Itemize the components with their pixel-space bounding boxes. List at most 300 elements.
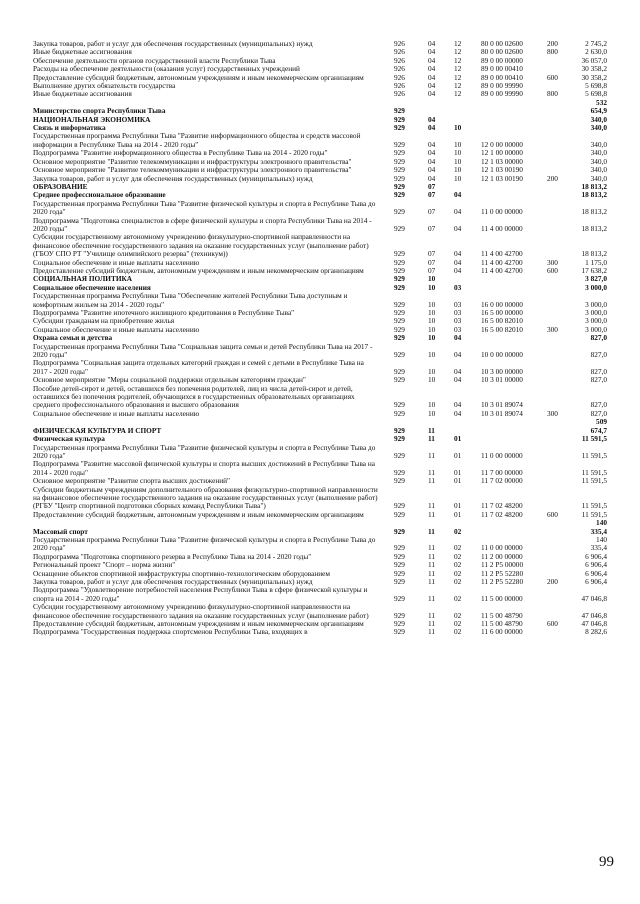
row-amount: 18 813,2 (581, 249, 607, 259)
row-name: Государственная программа Республики Тыва "Развитие физической культуры и спорта в Республике Тыва до 2020 года" (33, 534, 376, 553)
row-section-code: 04 (428, 47, 436, 57)
row-amount: 11 591,5 (581, 467, 607, 477)
row-name: Государственная программа Республики Тыва "Развитие физической культуры и спорта в Республике Тыва до 2020 года" (33, 442, 376, 460)
row-subsection-code: 03 (454, 308, 462, 317)
row-section-code: 11 (428, 619, 436, 629)
row-expense-type: 300 (547, 408, 558, 418)
row-name: Предоставление субсидий бюджетным, автономным учреждениям и иным некоммерческим организациям (33, 509, 364, 519)
row-expense-type (547, 292, 581, 309)
row-target-article (481, 99, 547, 116)
table-row (33, 326, 607, 334)
row-section-code: 04 (428, 165, 436, 175)
row-target-article: 11 7 02 00000 (481, 476, 523, 486)
row-ministry-code: 929 (394, 509, 405, 519)
table-row (33, 536, 607, 553)
row-target-article (481, 334, 547, 342)
row-expense-type (547, 200, 581, 217)
row-name: Закупка товаров, работ и услуг для обеспечения государственных (муниципальных) нужд (33, 39, 313, 48)
row-target-article: 11 2 00 00000 (481, 551, 523, 561)
row-amount: 340,0 (590, 148, 607, 158)
row-amount: 340,0 (590, 114, 607, 124)
row-expense-type (547, 385, 581, 410)
row-expense-type (547, 183, 581, 191)
row-section-code: 11 (428, 568, 436, 578)
row-name: Иные бюджетные ассигнования (33, 89, 132, 99)
table-row-heading (33, 519, 607, 536)
row-amount: 18 813,2 (581, 181, 607, 191)
row-target-article: 89 0 00 00410 (481, 64, 523, 74)
row-ministry-code: 929 (394, 324, 405, 334)
row-target-article: 11 0 00 00000 (481, 450, 523, 460)
row-amount: 11 591,5 (581, 434, 607, 444)
row-section-code: 10 (428, 400, 436, 410)
row-target-article: 11 4 00 42700 (481, 265, 523, 275)
row-amount: 3 000,0 (585, 308, 607, 317)
row-name: Подпрограмма "Социальная защита отдельных категорий граждан и семей с детьми в Республике Тыва на 2017 - 2020 годы" (33, 358, 364, 376)
row-subsection-code: 01 (454, 501, 462, 511)
row-target-article: 16 5 00 82010 (481, 324, 523, 334)
row-target-article: 10 3 00 00000 (481, 366, 523, 376)
row-name: Подпрограмма "Подготовка специалистов в сфере физической культуры и спорта Республики Тыва на 2014 - 2020 годы" (33, 215, 372, 233)
row-name: Подпрограмма "Развитие массовой физической культуры и спорта высших достижений в Республике Тыва на 2014 - 2020 годы" (33, 459, 375, 477)
row-subsection-code: 02 (454, 627, 462, 637)
row-section-code: 04 (428, 64, 436, 74)
row-expense-type: 800 (547, 89, 558, 99)
row-name: Среднее профессиональное образование (33, 190, 166, 200)
row-ministry-code: 929 (394, 560, 405, 570)
row-name: Основное мероприятие "Развитие спорта высших достижений" (33, 476, 231, 486)
row-subsection-code: 04 (454, 223, 462, 233)
row-name: Социальное обеспечение населения (33, 282, 151, 292)
row-amount: 3 827,0 (585, 274, 607, 284)
row-section-code: 11 (428, 467, 436, 477)
row-target-article: 16 0 00 00000 (481, 299, 523, 309)
row-amount: 18 813,2 (581, 223, 607, 233)
row-subsection-code: 04 (454, 366, 462, 376)
row-name: Охрана семьи и детства (33, 333, 113, 343)
row-section-code: 10 (428, 324, 436, 334)
table-row (33, 343, 607, 360)
row-ministry-code: 926 (394, 72, 405, 82)
row-target-article: 89 0 00 99990 (481, 81, 523, 91)
row-ministry-code: 929 (394, 299, 405, 309)
row-expense-type (547, 57, 581, 65)
row-amount: 47 046,8 (581, 610, 607, 620)
table-row (33, 444, 607, 461)
row-section-code: 07 (428, 223, 436, 233)
row-target-article: 89 0 00 99990 (481, 89, 523, 99)
row-ministry-code: 929 (394, 190, 405, 200)
row-amount: 340,0 (590, 156, 607, 166)
row-subsection-code: 12 (454, 39, 462, 48)
row-expense-type: 200 (547, 577, 558, 586)
row-amount: 30 358,2 (581, 72, 607, 82)
row-ministry-code: 929 (394, 434, 405, 444)
row-ministry-code: 929 (394, 627, 405, 637)
row-name: Обеспечение деятельности органов государственной власти Республики Тыва (33, 55, 276, 65)
row-ministry-code: 929 (394, 450, 405, 460)
row-ministry-code: 929 (394, 375, 405, 385)
row-subsection-code: 04 (454, 265, 462, 275)
row-amount: 340,0 (590, 173, 607, 183)
row-amount: 340,0 (590, 123, 607, 133)
row-target-article: 11 6 00 00000 (481, 627, 523, 637)
row-section-code: 04 (428, 173, 436, 183)
row-expense-type (547, 158, 581, 166)
row-target-article (481, 124, 547, 132)
row-name: Физическая культура (33, 434, 105, 444)
row-amount: 5 698,8 (585, 81, 607, 91)
row-name: Субсидии государственному автономному учреждению физкультурно-спортивной направленности на финансовое обеспечение государственного задания на оказание государственных услуг (выполнение работ) (ГБОУ СПО РТ "Училище олимпийского резерва" (техникум)) (33, 232, 369, 259)
row-target-article: 10 3 01 89074 (481, 408, 523, 418)
row-ministry-code: 926 (394, 89, 405, 99)
row-name: Предоставление субсидий бюджетным, автономным учреждениям и иным некоммерческим организациям (33, 72, 364, 82)
row-ministry-code: 929 (394, 333, 405, 343)
row-name: Подпрограмма "Развитие информационного общества в Республике Тыва на 2014 - 2020 годы" (33, 148, 328, 158)
row-amount: 2 630,0 (585, 47, 607, 57)
row-ministry-code: 929 (394, 425, 405, 435)
row-section-code: 11 (428, 577, 436, 586)
row-name: Связь и информатика (33, 123, 106, 133)
row-expense-type (547, 191, 581, 199)
row-subsection-code: 03 (454, 299, 462, 309)
row-name: Министерство спорта Республики Тыва (33, 106, 166, 116)
row-expense-type: 600 (547, 72, 558, 82)
table-row (33, 603, 607, 620)
row-expense-type (547, 536, 581, 553)
row-section-code: 07 (428, 257, 436, 267)
row-subsection-code: 10 (454, 173, 462, 183)
row-subsection-code: 12 (454, 64, 462, 74)
row-name: Иные бюджетные ассигнования (33, 47, 132, 57)
row-subsection-code: 12 (454, 55, 462, 65)
row-target-article (481, 519, 547, 536)
row-ministry-code: 929 (394, 123, 405, 133)
row-name: Предоставление субсидий бюджетным, автономным учреждениям и иным некоммерческим организациям (33, 265, 364, 275)
row-target-article: 89 0 00 00000 (481, 55, 523, 65)
row-subsection-code (454, 99, 481, 116)
table-row (33, 217, 607, 234)
row-ministry-code: 929 (394, 173, 405, 183)
row-expense-type (547, 586, 581, 603)
row-section-code: 07 (428, 181, 436, 191)
row-expense-type (547, 233, 581, 258)
row-ministry-code: 929 (394, 501, 405, 511)
row-name: Субсидии государственному автономному учреждению физкультурно-спортивной направленности на финансовое обеспечение государственного задания на оказание государственных услуг (выполнение работ) (33, 602, 369, 620)
row-section-code: 11 (428, 501, 436, 511)
row-amount: 140 335,4 (590, 518, 607, 536)
row-ministry-code: 929 (394, 619, 405, 629)
row-amount: 11 591,5 (581, 501, 607, 511)
row-section-code: 04 (428, 81, 436, 91)
row-amount: 827,0 (590, 366, 607, 376)
row-name: СОЦИАЛЬНАЯ ПОЛИТИКА (33, 274, 133, 284)
row-target-article: 16 5 00 00000 (481, 308, 523, 317)
row-amount: 340,0 (590, 139, 607, 149)
row-name: Подпрограмма "Развитие ипотечного жилищного кредитования в Республике Тыва" (33, 308, 295, 317)
row-amount: 1 175,0 (585, 257, 607, 267)
row-name: Социальное обеспечение и иные выплаты населению (33, 408, 200, 418)
row-ministry-code: 929 (394, 366, 405, 376)
row-section-code: 11 (428, 434, 435, 444)
row-expense-type (547, 275, 581, 283)
row-section-code: 04 (428, 89, 436, 99)
row-target-article: 89 0 00 00410 (481, 72, 523, 82)
row-expense-type (547, 477, 581, 485)
row-subsection-code: 10 (454, 148, 462, 158)
row-ministry-code: 929 (394, 350, 405, 360)
row-subsection-code: 03 (454, 324, 462, 334)
row-subsection-code: 03 (454, 316, 462, 326)
row-ministry-code: 929 (394, 593, 405, 603)
table-row (33, 460, 607, 477)
row-amount: 11 591,5 (581, 450, 607, 460)
row-ministry-code: 929 (394, 577, 405, 586)
row-amount: 6 906,4 (585, 560, 607, 570)
row-expense-type (547, 99, 581, 116)
row-ministry-code: 929 (394, 274, 405, 284)
row-expense-type (547, 603, 581, 620)
row-target-article: 12 1 00 00000 (481, 148, 523, 158)
table-row (33, 233, 607, 258)
row-section-code: 04 (428, 55, 436, 65)
budget-table-page (33, 40, 607, 637)
budget-table (33, 40, 607, 637)
row-ministry-code: 929 (394, 156, 405, 166)
row-ministry-code: 929 (394, 207, 405, 217)
row-target-article: 11 7 02 48200 (481, 501, 523, 511)
row-subsection-code: 02 (454, 568, 462, 578)
row-subsection-code: 02 (454, 551, 462, 561)
row-amount: 6 906,4 (585, 551, 607, 561)
row-expense-type: 800 (547, 47, 558, 57)
row-expense-type (547, 460, 581, 477)
row-target-article: 11 7 02 48200 (481, 509, 523, 519)
row-name: Подпрограмма "Подготовка спортивного резерва в Республике Тыва на 2014 - 2020 годы" (33, 551, 312, 561)
row-subsection-code: 12 (454, 89, 462, 99)
row-expense-type (547, 124, 581, 132)
page-number: 99 (599, 854, 614, 870)
row-expense-type (547, 217, 581, 234)
table-row (33, 628, 607, 636)
row-target-article: 10 3 01 00000 (481, 375, 523, 385)
row-expense-type: 300 (547, 324, 558, 334)
row-target-article: 11 2 P5 00000 (481, 560, 524, 570)
row-target-article (481, 435, 547, 443)
row-section-code: 11 (428, 627, 436, 637)
row-subsection-code: 01 (454, 434, 462, 444)
row-amount: 17 638,2 (581, 265, 607, 275)
row-name: Социальное обеспечение и иные выплаты населению (33, 257, 200, 267)
row-amount: 6 906,4 (585, 577, 607, 586)
row-target-article: 11 5 00 48790 (481, 610, 523, 620)
row-amount: 3 000,0 (585, 299, 607, 309)
row-name: Расходы на обеспечение деятельности (оказания услуг) государственных учреждений (33, 64, 300, 74)
row-name: Закупка товаров, работ и услуг для обеспечения государственных (муниципальных) нужд (33, 173, 313, 183)
row-section-code: 04 (428, 156, 436, 166)
row-ministry-code: 926 (394, 39, 405, 48)
row-name: Региональный проект "Спорт – норма жизни" (33, 560, 176, 570)
row-amount: 3 000,0 (585, 316, 607, 326)
row-amount: 8 282,6 (585, 627, 607, 637)
row-subsection-code: 04 (454, 249, 462, 259)
row-ministry-code: 929 (394, 148, 405, 158)
row-section-code: 11 (428, 425, 435, 435)
row-amount: 6 906,4 (585, 568, 607, 578)
row-target-article (481, 284, 547, 292)
row-ministry-code: 929 (394, 139, 405, 149)
row-section-code: 10 (428, 366, 436, 376)
row-amount: 47 046,8 (581, 593, 607, 603)
row-ministry-code: 929 (394, 543, 405, 553)
row-expense-type (547, 284, 581, 292)
row-subsection-code: 12 (454, 81, 462, 91)
row-subsection-code: 02 (454, 593, 462, 603)
row-amount: 509 674,7 (590, 417, 607, 435)
row-target-article: 80 0 00 02600 (481, 47, 523, 57)
row-section-code: 10 (428, 333, 436, 343)
row-section-code: 10 (428, 308, 436, 317)
row-amount: 11 591,5 (581, 476, 607, 486)
row-name: Основное мероприятие "Меры социальной поддержки отдельным категориям граждан" (33, 375, 306, 385)
row-section-code: 10 (428, 375, 436, 385)
row-section-code: 11 (428, 526, 435, 536)
row-subsection-code: 04 (454, 257, 462, 267)
row-amount: 3 000,0 (585, 324, 607, 334)
row-expense-type (547, 132, 581, 149)
row-amount: 5 698,8 (585, 89, 607, 99)
row-subsection-code: 04 (454, 333, 462, 343)
row-name: Государственная программа Республики Тыва "Развитие физической культуры и спорта в Республике Тыва до 2020 года" (33, 198, 376, 217)
row-expense-type: 200 (547, 39, 558, 48)
row-name: Подпрограмма "Удовлетворение потребностей населения Республики Тыва в сфере физической культуры и спорта на 2014 - 2020 годы" (33, 585, 368, 603)
row-ministry-code: 926 (394, 81, 405, 91)
row-expense-type (547, 334, 581, 342)
row-target-article: 11 7 00 00000 (481, 467, 523, 477)
row-ministry-code: 929 (394, 249, 405, 259)
row-expense-type (547, 343, 581, 360)
row-expense-type (547, 486, 581, 511)
row-subsection-code: 02 (454, 619, 462, 629)
row-section-code: 07 (428, 207, 436, 217)
row-ministry-code: 929 (394, 257, 405, 267)
row-target-article: 12 1 03 00000 (481, 156, 523, 166)
row-expense-type (547, 359, 581, 376)
row-name: НАЦИОНАЛЬНАЯ ЭКОНОМИКА (33, 114, 151, 124)
row-section-code: 11 (428, 450, 436, 460)
row-amount: 827,0 (590, 333, 607, 343)
table-row (33, 410, 607, 418)
row-name: Государственная программа Республики Тыва "Развитие информационного общества и средств массовой информации в Республике Тыва на 2014 - 2020 годы" (33, 131, 361, 149)
row-subsection-code: 02 (454, 560, 462, 570)
row-target-article (481, 191, 547, 199)
row-target-article (481, 116, 547, 124)
row-section-code: 04 (428, 123, 436, 133)
row-target-article: 11 2 P5 52280 (481, 568, 524, 578)
row-name: ОБРАЗОВАНИЕ (33, 181, 88, 191)
table-row (33, 200, 607, 217)
row-amount: 30 358,2 (581, 64, 607, 74)
row-target-article: 11 4 00 42700 (481, 257, 523, 267)
row-target-article: 11 5 00 00000 (481, 593, 523, 603)
row-expense-type: 300 (547, 257, 558, 267)
table-row-heading (33, 418, 607, 435)
table-row (33, 511, 607, 519)
row-section-code: 07 (428, 190, 436, 200)
row-section-code: 10 (428, 282, 436, 292)
row-subsection-code: 04 (454, 375, 462, 385)
row-section-code (428, 99, 454, 116)
row-expense-type: 600 (547, 619, 558, 629)
row-name: Государственная программа Республики Тыва "Обеспечение жителей Республики Тыва доступным и комфортным жильем на 2014 - 2020 годы" (33, 291, 348, 309)
row-section-code: 11 (428, 593, 436, 603)
row-target-article: 10 3 01 89074 (481, 400, 523, 410)
row-section-code: 04 (428, 139, 436, 149)
table-row (33, 359, 607, 376)
row-ministry-code: 926 (394, 47, 405, 57)
row-expense-type (547, 376, 581, 384)
table-row (33, 90, 607, 98)
row-subsection-code: 10 (454, 139, 462, 149)
row-subsection-code: 10 (454, 156, 462, 166)
row-name: Выполнение других обязательств государства (33, 81, 176, 91)
row-expense-type (547, 553, 581, 561)
row-ministry-code: 929 (394, 408, 405, 418)
row-target-article: 10 0 00 00000 (481, 350, 523, 360)
row-ministry-code: 929 (394, 308, 405, 317)
row-subsection-code (454, 418, 481, 435)
row-subsection-code: 03 (454, 282, 462, 292)
table-row (33, 175, 607, 183)
row-amount: 47 046,8 (581, 619, 607, 629)
row-target-article: 12 1 03 00190 (481, 165, 523, 175)
row-subsection-code: 12 (454, 47, 462, 57)
row-ministry-code: 929 (394, 165, 405, 175)
row-subsection-code: 04 (454, 408, 462, 418)
row-section-code: 07 (428, 249, 436, 259)
row-section-code: 10 (428, 350, 436, 360)
row-ministry-code: 929 (394, 467, 405, 477)
row-amount: 2 745,2 (585, 39, 607, 48)
row-subsection-code: 01 (454, 450, 462, 460)
row-subsection-code: 04 (454, 190, 462, 200)
row-ministry-code: 929 (394, 282, 405, 292)
row-subsection-code: 12 (454, 72, 462, 82)
row-name: Субсидии бюджетным учреждениям дополнительного образования физкультурно-спортивной направленности на финансовое обеспечение государственного задания на оказание государственных услуг (выполнение работ) (РГБУ "Центр спортивной подготовки сборных команд Республики Тыва") (33, 484, 378, 511)
table-row (33, 132, 607, 149)
row-section-code: 11 (428, 610, 436, 620)
row-target-article: 11 4 00 42700 (481, 249, 523, 259)
row-section-code: 11 (428, 543, 436, 553)
row-expense-type: 600 (547, 265, 558, 275)
row-amount: 11 591,5 (581, 509, 607, 519)
row-subsection-code: 01 (454, 476, 462, 486)
row-name: Основное мероприятие "Развитие телекоммуникации и инфраструктуры электронного правительства" (33, 156, 352, 166)
row-expense-type (547, 628, 581, 636)
row-ministry-code: 929 (394, 476, 405, 486)
row-name: Пособие детей-сирот и детей, оставшихся без попечения родителей, лиц из числа детей-сирот и детей, оставшихся без попечения родителей, обучающихся в государственных образовательных организациях среднего профессионального образования и высшего образования (33, 383, 355, 410)
row-target-article: 11 0 00 00000 (481, 543, 523, 553)
row-subsection-code: 02 (454, 543, 462, 553)
row-subsection-code: 10 (454, 165, 462, 175)
row-amount: 140 335,4 (590, 534, 607, 553)
row-expense-type: 600 (547, 509, 558, 519)
row-subsection-code: 02 (454, 610, 462, 620)
row-target-article: 80 0 00 02600 (481, 39, 523, 48)
row-expense-type (547, 309, 581, 317)
row-target-article: 11 2 P5 52280 (481, 577, 524, 586)
row-ministry-code: 929 (394, 223, 405, 233)
